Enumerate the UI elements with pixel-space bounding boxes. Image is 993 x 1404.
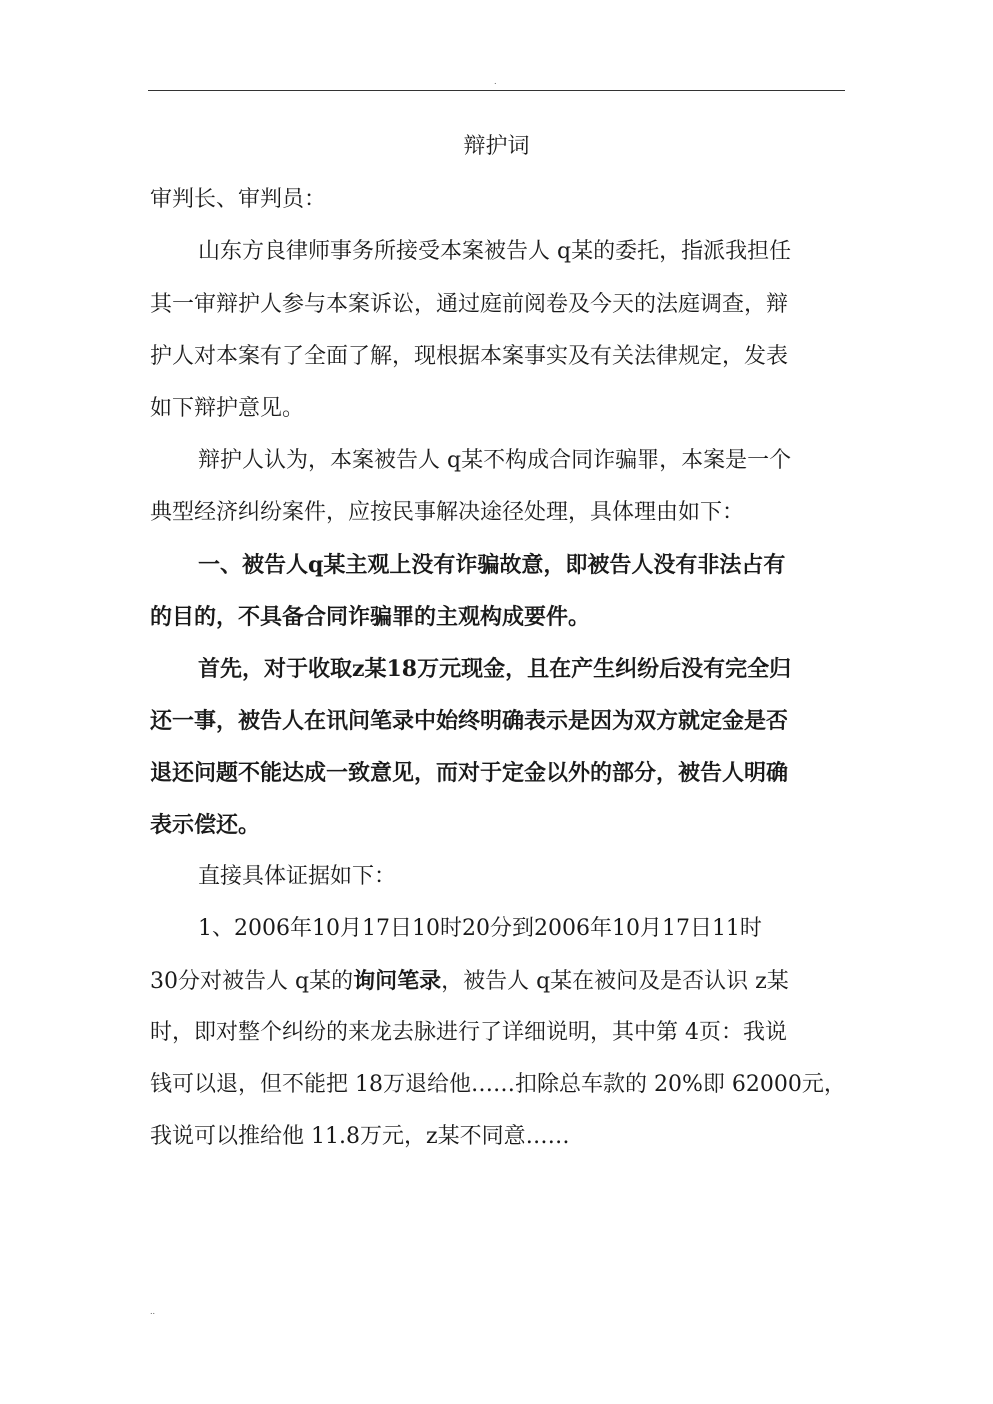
paragraph-2-line-2: 典型经济纠纷案件，应按民事解决途径处理，具体理由如下： xyxy=(150,500,745,525)
salutation: 审判长、审判员： xyxy=(150,187,327,212)
evidence-1-line-2-end: ，被告人 q某在被问及是否认识 z某 xyxy=(441,969,789,994)
paragraph-1-line-4: 如下辩护意见。 xyxy=(150,396,305,421)
header-rule xyxy=(148,90,845,91)
evidence-1-line-3: 时，即对整个纠纷的来龙去脉进行了详细说明，其中第 4页：我说 xyxy=(150,1020,787,1045)
paragraph-1-line-1: 山东方良律师事务所接受本案被告人 q某的委托，指派我担任 xyxy=(198,239,792,264)
evidence-1-line-5: 我说可以推给他 11.8万元，z某不同意…… xyxy=(150,1124,570,1149)
section-1-heading-line-1: 一、被告人q某主观上没有诈骗故意，即被告人没有非法占有 xyxy=(198,552,786,578)
section-1-heading-line-2: 的目的，不具备合同诈骗罪的主观构成要件。 xyxy=(150,604,591,630)
paragraph-1-line-3: 护人对本案有了全面了解，现根据本案事实及有关法律规定，发表 xyxy=(150,344,789,369)
paragraph-4-line-1: 首先，对于收取z某18万元现金，且在产生纠纷后没有完全归 xyxy=(198,656,792,682)
paragraph-4-line-4: 表示偿还。 xyxy=(150,812,261,838)
evidence-1-line-1: 1、2006年10月17日10时20分到2006年10月17日11时 xyxy=(198,916,762,941)
paragraph-1-line-2: 其一审辩护人参与本案诉讼，通过庭前阅卷及今天的法庭调查，辩 xyxy=(150,292,789,317)
inquiry-record-term: 询问笔录 xyxy=(353,968,442,994)
evidence-1-line-2-start: 30分对被告人 q某的 xyxy=(150,969,354,994)
paragraph-5: 直接具体证据如下： xyxy=(198,864,397,889)
footer-mark: .. xyxy=(150,1307,156,1316)
evidence-1-line-2 xyxy=(150,966,789,997)
header-mark: . xyxy=(494,77,497,86)
paragraph-4-line-2: 还一事，被告人在讯问笔录中始终明确表示是因为双方就定金是否 xyxy=(150,708,789,734)
document-title: 辩护词 xyxy=(463,134,530,159)
paragraph-2-line-1: 辩护人认为，本案被告人 q某不构成合同诈骗罪，本案是一个 xyxy=(198,448,792,473)
evidence-1-line-4: 钱可以退，但不能把 18万退给他……扣除总车款的 20%即 62000元， xyxy=(150,1072,846,1097)
paragraph-4-line-3: 退还问题不能达成一致意见，而对于定金以外的部分，被告人明确 xyxy=(150,760,789,786)
